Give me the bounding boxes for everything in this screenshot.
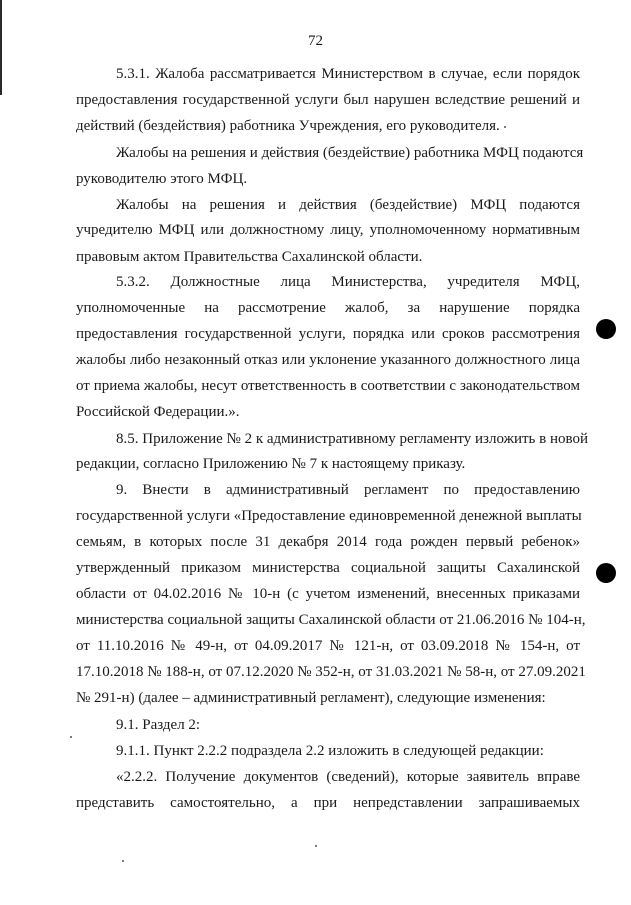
text-line: 5.3.2. Должностные лица Министерства, учредителя МФЦ, <box>116 274 580 290</box>
text-line: 9.1.1. Пункт 2.2.2 подраздела 2.2 изложить в следующей редакции: <box>116 743 544 759</box>
text-line: 9. Внести в административный регламент по предоставлению <box>116 482 580 498</box>
text-line: правовым актом Правительства Сахалинской области. <box>76 249 423 265</box>
text-line: представить самостоятельно, а при непредставлении запрашиваемых <box>76 795 580 811</box>
text-line: 9.1. Раздел 2: <box>116 717 201 733</box>
hole-punch-mark <box>596 319 616 339</box>
text-line: от приема жалобы, несут ответственность в соответствии с законодательством <box>76 378 580 394</box>
text-line: редакции, согласно Приложению № 7 к настоящему приказу. <box>76 456 466 472</box>
text-line: государственной услуги «Предоставление единовременной денежной выплаты <box>76 508 582 524</box>
text-line: «2.2.2. Получение документов (сведений), которые заявитель вправе <box>116 769 580 785</box>
text-line: уполномоченные на рассмотрение жалоб, за нарушение порядка <box>76 300 580 316</box>
text-line: 8.5. Приложение № 2 к административному регламенту изложить в новой <box>116 431 588 447</box>
text-line: министерства социальной защиты Сахалинской области от 21.06.2016 № 104-н, <box>76 612 586 628</box>
text-line: жалобы либо незаконный отказ или уклонение указанного должностного лица <box>76 352 580 368</box>
scan-speck <box>70 736 72 738</box>
text-line: № 291-н) (далее – административный регламент), следующие изменения: <box>76 690 546 706</box>
hole-punch-mark <box>596 563 616 583</box>
text-line: от 11.10.2016 № 49-н, от 04.09.2017 № 121-н, от 03.09.2018 № 154-н, от <box>76 638 580 654</box>
text-line: области от 04.02.2016 № 10-н (с учетом изменений, внесенных приказами <box>76 586 580 602</box>
text-line: утвержденный приказом министерства социальной защиты Сахалинской <box>76 560 580 576</box>
page-number: 72 <box>308 33 323 49</box>
text-line: учредителю МФЦ или должностному лицу, уполномоченному нормативным <box>76 222 580 238</box>
scan-speck <box>504 126 506 128</box>
text-line: Российской Федерации.». <box>76 404 240 420</box>
scan-speck <box>315 845 317 847</box>
text-line: руководителю этого МФЦ. <box>76 171 248 187</box>
text-line: предоставления государственной услуги был нарушен вследствие решений и <box>76 92 580 108</box>
text-line: Жалобы на решения и действия (бездействие) МФЦ подаются <box>116 197 580 213</box>
text-line: действий (бездействия) работника Учреждения, его руководителя. <box>76 118 500 134</box>
text-line: 17.10.2018 № 188-н, от 07.12.2020 № 352-н, от 31.03.2021 № 58-н, от 27.09.2021 <box>76 664 586 680</box>
text-line: семьям, в которых после 31 декабря 2014 года рожден первый ребенок» <box>76 534 580 550</box>
scan-speck <box>122 860 124 862</box>
text-line: предоставления государственной услуги, порядка или сроков рассмотрения <box>76 326 580 342</box>
text-line: Жалобы на решения и действия (бездействие) работника МФЦ подаются <box>116 145 584 161</box>
text-line: 5.3.1. Жалоба рассматривается Министерством в случае, если порядок <box>116 66 580 82</box>
